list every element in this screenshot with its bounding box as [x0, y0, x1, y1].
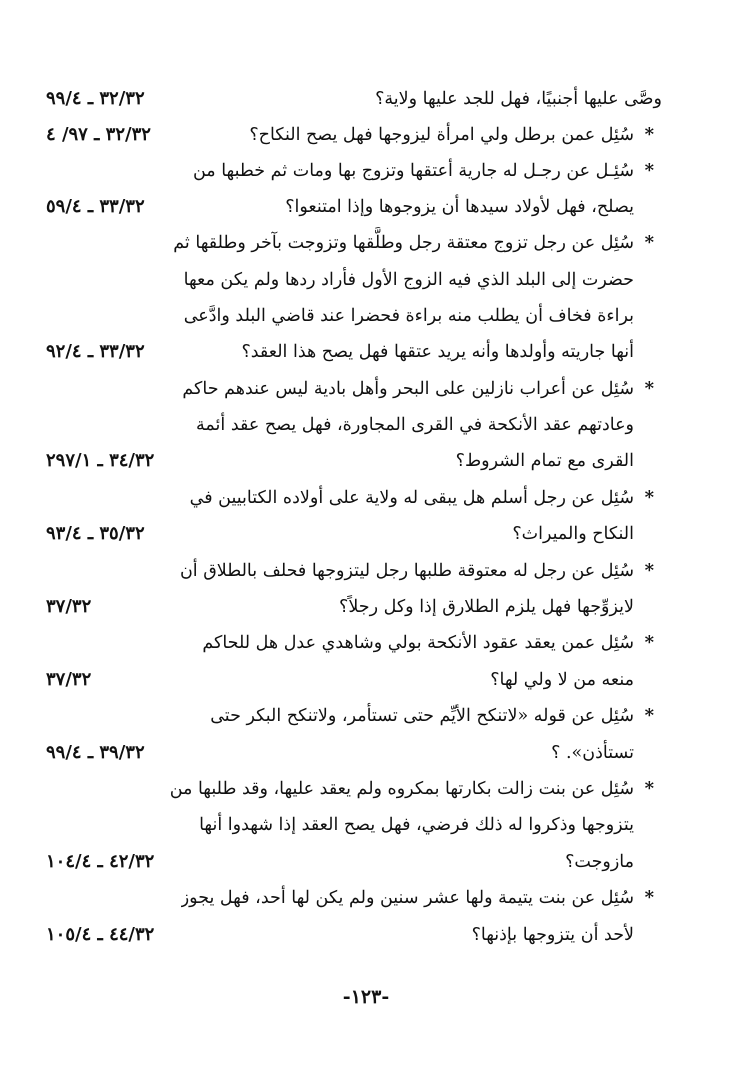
line-text: سُئِل عن رجل أسلم هل يبقى له ولاية على أولاده الكتابيين في — [189, 488, 634, 508]
reference-number: ٣٤/٣٢ ـ ٢٩٧/١ — [46, 450, 155, 471]
line-text: وصَّى عليها أجنبيًا، فهل للجد عليها ولاية؟ — [375, 89, 662, 109]
text-line — [0, 83, 732, 115]
line-text: سُئِل عمن يعقد عقود الأنكحة بولي وشاهدي عدل هل للحاكم — [202, 633, 634, 653]
reference-number: ٣٩/٣٢ ـ ٩٩/٤ — [46, 742, 145, 763]
line-text: يصلح، فهل لأولاد سيدها أن يزوجوها وإذا امتنعوا؟ — [285, 197, 634, 217]
text-line — [0, 300, 732, 332]
text-line — [0, 664, 732, 696]
text-line — [0, 809, 732, 841]
text-line — [0, 627, 732, 659]
reference-number: ٣٢/٣٢ ـ ٩٩/٤ — [46, 88, 145, 109]
text-line — [0, 700, 732, 732]
reference-number: ٤٢/٣٢ ـ ١٠٤/٤ — [46, 851, 155, 872]
text-line — [0, 227, 732, 259]
text-line — [0, 555, 732, 587]
line-text: لايزوِّجها فهل يلزم الطلارق إذا وكل رجلاً؟ — [339, 597, 634, 617]
reference-number: ٣٣/٣٢ ـ ٥٩/٤ — [46, 196, 145, 217]
text-line — [0, 518, 732, 550]
text-line — [0, 445, 732, 477]
text-line — [0, 155, 732, 187]
line-text: وعادتهم عقد الأنكحة في القرى المجاورة، فهل يصح عقد أئمة — [196, 415, 634, 435]
line-text: تستأذن». ؟ — [551, 743, 634, 763]
question-bullet: * — [644, 124, 654, 145]
text-line — [0, 919, 732, 951]
line-text: سُئِل عن أعراب نازلين على البحر وأهل بادية ليس عندهم حاكم — [182, 379, 634, 399]
text-line — [0, 882, 732, 914]
text-line — [0, 409, 732, 441]
question-bullet: * — [644, 232, 654, 253]
line-text: سُئِل عن قوله «لاتنكح الأيِّم حتى تستأمر، ولاتنكح البكر حتى — [210, 706, 634, 726]
reference-number: ٣٧/٣٢ — [46, 669, 92, 690]
question-bullet: * — [644, 160, 654, 181]
text-line — [0, 737, 732, 769]
reference-number: ٣٥/٣٢ ـ ٩٣/٤ — [46, 523, 145, 544]
text-line — [0, 191, 732, 223]
question-bullet: * — [644, 778, 654, 799]
question-bullet: * — [644, 487, 654, 508]
question-bullet: * — [644, 560, 654, 581]
question-bullet: * — [644, 632, 654, 653]
page-number: -١٢٣- — [342, 986, 390, 1008]
line-text: سُئِل عمن برطل ولي امرأة ليزوجها فهل يصح النكاح؟ — [249, 125, 634, 145]
text-line — [0, 373, 732, 405]
reference-number: ٣٣/٣٢ ـ ٩٢/٤ — [46, 341, 145, 362]
question-bullet: * — [644, 705, 654, 726]
text-line — [0, 482, 732, 514]
text-line — [0, 591, 732, 623]
text-line — [0, 846, 732, 878]
line-text: براءة فخاف أن يطلب منه براءة فحضرا عند قاضي البلد وادَّعى — [183, 306, 634, 326]
line-text: النكاح والميراث؟ — [512, 524, 634, 544]
line-text: منعه من لا ولي لها؟ — [490, 670, 634, 690]
reference-number: ٣٢/٣٢ ـ ٩٧/ ٤ — [46, 124, 151, 145]
line-text: سُئِـل عن رجـل له جارية أعتقها وتزوج بها ومات ثم خطبها من — [192, 161, 634, 181]
line-text: مازوجت؟ — [565, 852, 634, 872]
text-line — [0, 264, 732, 296]
text-line — [0, 119, 732, 151]
reference-number: ٣٧/٣٢ — [46, 596, 92, 617]
line-text: سُئِل عن رجل تزوج معتقة رجل وطلَّقها وتزوجت بآخر وطلقها ثم — [173, 233, 634, 253]
line-text: القرى مع تمام الشروط؟ — [455, 451, 634, 471]
question-bullet: * — [644, 887, 654, 908]
reference-number: ٤٤/٣٢ ـ ١٠٥/٤ — [46, 924, 155, 945]
text-line — [0, 773, 732, 805]
text-line — [0, 336, 732, 368]
line-text: سُئِل عن رجل له معتوقة طلبها رجل ليتزوجها فحلف بالطلاق أن — [179, 561, 634, 581]
line-text: يتزوجها وذكروا له ذلك فرضي، فهل يصح العقد إذا شهدوا أنها — [199, 815, 634, 835]
line-text: لأحد أن يتزوجها بإذنها؟ — [471, 925, 634, 945]
line-text: سُئِل عن بنت يتيمة ولها عشر سنين ولم يكن لها أحد، فهل يجوز — [180, 888, 634, 908]
line-text: سُئِل عن بنت زالت بكارتها بمكروه ولم يعقد عليها، وقد طلبها من — [169, 779, 634, 799]
line-text: حضرت إلى البلد الذي فيه الزوج الأول فأراد ردها ولم يكن معها — [183, 270, 634, 290]
question-bullet: * — [644, 378, 654, 399]
line-text: أنها جاريته وأولدها وأنه يريد عتقها فهل يصح هذا العقد؟ — [241, 342, 634, 362]
